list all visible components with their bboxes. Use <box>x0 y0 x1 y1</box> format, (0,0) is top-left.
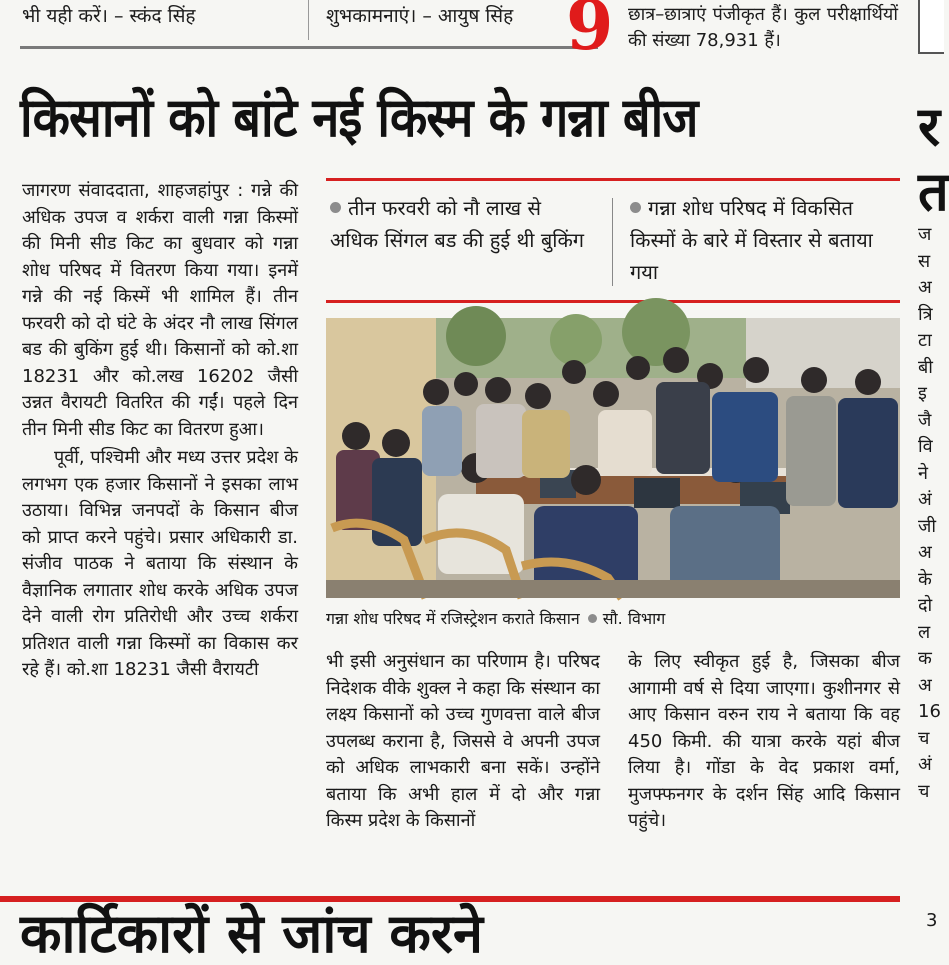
article-column-right <box>628 649 900 835</box>
cutoff-line: अ <box>918 542 932 563</box>
column-divider <box>308 0 309 40</box>
previous-article-strip <box>0 0 944 66</box>
body-paragraph: के लिए स्वीकृत हुई है, जिसका बीज आगामी वर्ष से दिया जाएगा। कुशीनगर से आए किसान वरुन राय ने बताया कि वह 450 किमी. की यात्रा करके यहां बीज लिया है। गोंडा के वेद प्रकाश वर्मा, मुजफ्फनगर के दर्शन सिंह आदि किसान पहुंचे। <box>628 651 900 831</box>
photo-credit: सौ. विभाग <box>602 609 666 628</box>
cutoff-line: ने <box>918 462 928 484</box>
cutoff-line: इ <box>918 383 927 404</box>
cutoff-line: ज <box>918 224 932 245</box>
photo-caption <box>326 608 665 630</box>
cutoff-line: जी <box>918 515 937 537</box>
bullet-icon <box>630 202 641 213</box>
highlight-text: तीन फरवरी को नौ लाख से अधिक सिंगल बड की हुई थी बुकिंग <box>330 196 585 252</box>
adjacent-fragment: 3 <box>926 910 938 931</box>
cutoff-line: च <box>918 780 930 802</box>
cutoff-line: टा <box>918 330 932 351</box>
cutoff-line: के <box>918 568 932 590</box>
cutoff-line: जै <box>918 409 932 431</box>
article-headline: किसानों को बांटे नई किस्म के गन्ना बीज <box>20 86 698 149</box>
registration-scene-image <box>326 318 900 598</box>
quote-mark-icon: 9 <box>566 0 614 66</box>
adjacent-box <box>918 0 944 54</box>
exam-stats-text: छात्र–छात्राएं पंजीकृत हैं। कुल परीक्षार्थियों की संख्या 78,931 हैं। <box>628 4 898 51</box>
cutoff-line: अ <box>918 674 932 696</box>
article-column-middle <box>326 649 600 835</box>
bullet-icon <box>588 614 597 623</box>
adjacent-body-fragment <box>918 222 944 805</box>
article-photo <box>326 318 900 598</box>
body-paragraph: जागरण संवाददाता, शाहजहांपुर : गन्ने की अधिक उपज व शर्करा वाली गन्ना किस्मों की मिनी सीड किट का बुधवार को गन्ना शोध परिषद में वितरण किया गया। इनमें गन्ने की नई किस्में भी शामिल हैं। तीन फरवरी को दो घंटे के अंदर नौ लाख सिंगल बड की बुकिंग हुई थी। किसानों को को.शा 18231 और को.लख 16202 जैसी उन्नत वैरायटी वितरित की गईं। पहले दिन तीन मिनी सीड किट का वितरण हुआ। <box>22 180 298 440</box>
next-headline-fragment: कार्टिकारों से जांच करने <box>20 902 483 965</box>
cutoff-line: स <box>918 250 931 272</box>
cutoff-line: ल <box>918 621 931 643</box>
section-rule <box>20 46 598 49</box>
adjacent-article-cutoff <box>918 92 949 902</box>
adjacent-headline-fragment: त <box>918 160 949 223</box>
highlight-booking <box>330 192 592 256</box>
cutoff-line: बी <box>918 356 933 378</box>
quote-middle: शुभकामनाएं। – आयुष सिंह <box>326 5 514 27</box>
body-paragraph: पूर्वी, पश्चिमी और मध्य उत्तर प्रदेश के लगभग एक हजार किसानों ने इसका लाभ उठाया। विभिन्न जनपदों के किसान बीज को प्राप्त करने पहुंचे। प्रसार अधिकारी डा. संजीव पाठक ने बताया कि संस्थान के वैज्ञानिक लगातार शोध करके अधिक उपज देने वाली रोग प्रतिरोधी और उच्च शर्करा प्रतिशत वाली गन्ना किस्मों का विकास कर रहे हैं। को.शा 18231 जैसी वैरायटी <box>22 447 298 680</box>
cutoff-line: 16 <box>918 701 941 722</box>
cutoff-line: अ <box>918 277 932 298</box>
highlight-varieties <box>630 192 900 288</box>
body-paragraph: भी इसी अनुसंधान का परिणाम है। परिषद निदेशक वीके शुक्ल ने कहा कि संस्थान का लक्ष्य किसानों को उच्च गुणवत्ता वाले बीज उपलब्ध कराना है, जिससे वे अपनी उपज को अधिक लाभकारी बना सकें। उन्होंने बताया कि अभी हाल में दो और गन्ना किस्म प्रदेश के किसानों <box>326 651 600 831</box>
cutoff-line: वि <box>918 436 933 457</box>
adjacent-headline-fragment: र <box>918 95 941 158</box>
caption-text: गन्ना शोध परिषद में रजिस्ट्रेशन कराते किसान <box>326 609 580 628</box>
highlight-rule-bottom <box>326 300 900 303</box>
cutoff-line: क <box>918 648 932 669</box>
highlight-text: गन्ना शोध परिषद में विकसित किस्मों के बारे में विस्तार से बताया गया <box>630 196 873 284</box>
quote-left: भी यही करें। – स्कंद सिंह <box>22 5 196 27</box>
highlight-divider <box>612 198 613 286</box>
cutoff-line: अं <box>918 489 932 510</box>
bullet-icon <box>330 202 341 213</box>
highlight-rule-top <box>326 178 900 181</box>
cutoff-line: दो <box>918 595 933 616</box>
cutoff-line: अं <box>918 754 932 775</box>
cutoff-line: च <box>918 727 930 749</box>
article-column-left <box>22 178 298 684</box>
cutoff-line: त्रि <box>918 303 933 325</box>
